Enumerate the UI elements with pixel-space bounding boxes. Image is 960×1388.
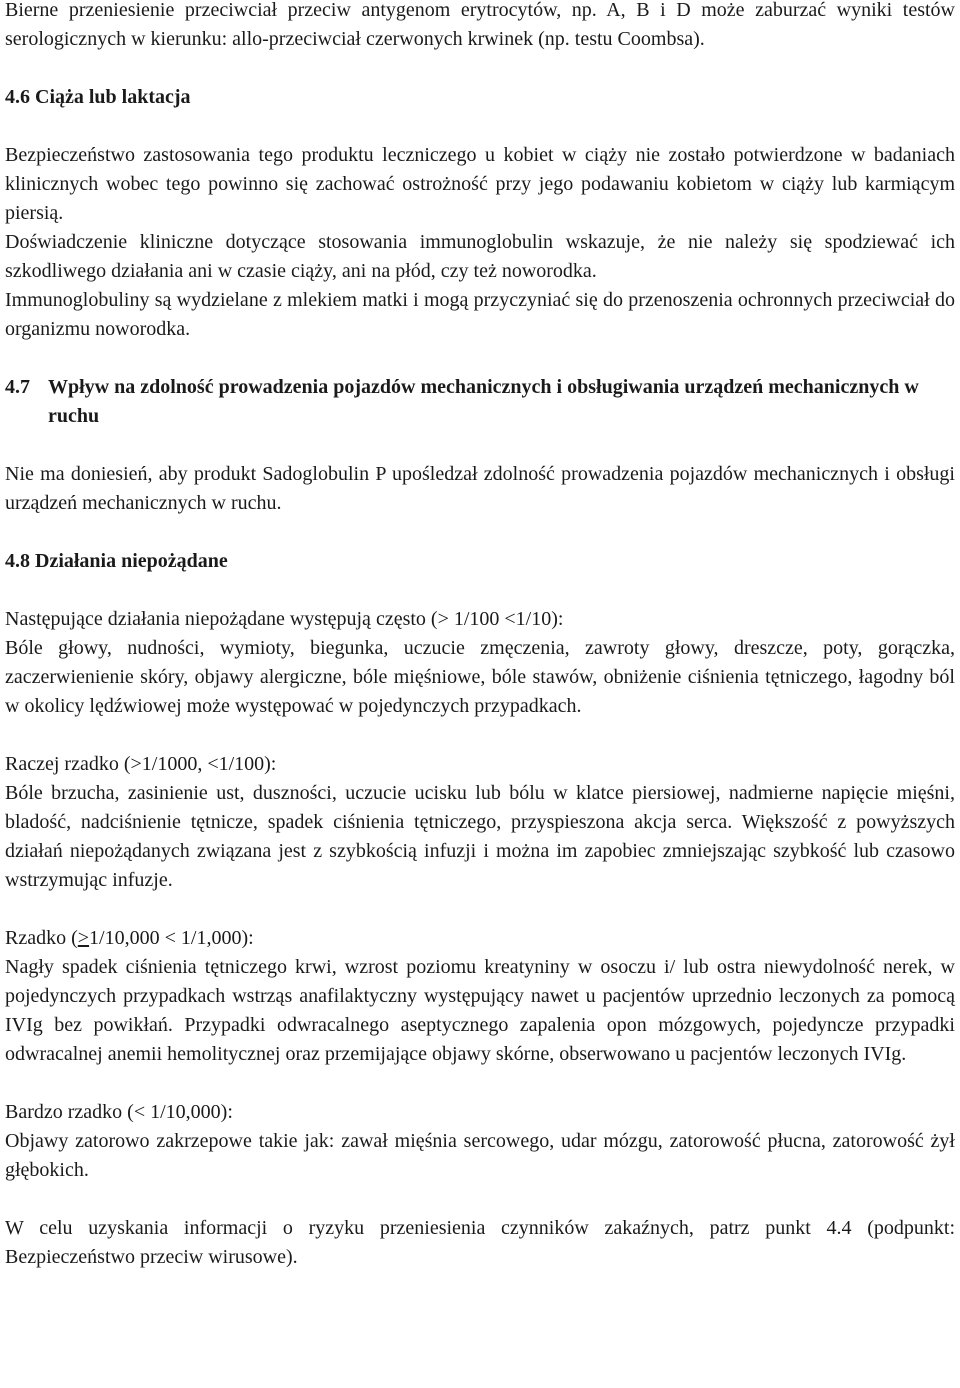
common-effects-label: Następujące działania niepożądane występują często (> 1/100 <1/10): [5,608,564,630]
intro-paragraph: Bierne przeniesienie przeciwciał przeciw antygenom erytrocytów, np. A, B i D może zaburzać wyniki testów serologicznych w kierunku: allo-przeciwciał czerwonych krwinek (np. testu Coombsa). [5,0,955,50]
section-4-7-paragraph: Nie ma doniesień, aby produkt Sadoglobulin P upośledzał zdolność prowadzenia pojazdów mechanicznych i obsługi urządzeń mechanicznych w ruchu. [5,463,955,514]
section-4-6-heading [5,83,955,112]
rare-effects-label: Rzadko (>1/10,000 < 1/1,000): [5,927,254,949]
section-4-7-title: Wpływ na zdolność prowadzenia pojazdów mechanicznych i obsługiwania urządzeń mechanicznych w ruchu [48,376,919,427]
section-4-6-title: Ciąża lub laktacja [35,86,191,108]
section-4-6-paragraph-2: Doświadczenie kliniczne dotyczące stosowania immunoglobulin wskazuje, że nie należy się spodziewać ich szkodliwego działania ani w czasie ciąży, ani na płód, czy też noworodka. [5,231,955,282]
section-4-8-number: 4.8 [5,550,30,572]
section-4-6-number: 4.6 [5,86,30,108]
section-4-6-paragraph-3: Immunoglobuliny są wydzielane z mlekiem matki i mogą przyczyniać się do przenoszenia ochronnych przeciwciał do organizmu noworodka. [5,289,955,340]
section-4-8-heading [5,547,955,576]
document-page [5,0,955,1272]
uncommon-effects-label: Raczej rzadko (>1/1000, <1/100): [5,753,277,775]
very-rare-effects-label: Bardzo rzadko (< 1/10,000): [5,1101,233,1123]
section-4-6-paragraph-1: Bezpieczeństwo zastosowania tego produktu leczniczego u kobiet w ciąży nie zostało potwierdzone w badaniach klinicznych wobec tego powinno się zachować ostrożność przy jego podawaniu kobietom w ciąży lub karmiącym piersią. [5,144,955,224]
section-4-8-title: Działania niepożądane [35,550,228,572]
rare-effects-text: Nagły spadek ciśnienia tętniczego krwi, wzrost poziomu kreatyniny w osoczu i/ lub ostra niewydolność nerek, w pojedynczych przypadkach wstrząs anafilaktyczny występujący nawet u pacjentów uprzednio leczonych za pomocą IVIg bez powikłań. Przypadki odwracalnego aseptycznego zapalenia opon mózgowych, pojedyncze przypadki odwracalnej anemii hemolitycznej oraz przemijające objawy skórne, obserwowano u pacjentów leczonych IVIg. [5,956,955,1065]
common-effects-text: Bóle głowy, nudności, wymioty, biegunka, uczucie zmęczenia, zawroty głowy, dreszcze, poty, gorączka, zaczerwienienie skóry, objawy alergiczne, bóle mięśniowe, bóle stawów, obniżenie ciśnienia tętniczego, łagodny ból w okolicy lędźwiowej może występować w pojedynczych przypadkach. [5,637,955,717]
very-rare-effects-text: Objawy zatorowo zakrzepowe takie jak: zawał mięśnia sercowego, udar mózgu, zatorowość płucna, zatorowość żył głębokich. [5,1130,955,1181]
closing-paragraph: W celu uzyskania informacji o ryzyku przeniesienia czynników zakaźnych, patrz punkt 4.4 (podpunkt: Bezpieczeństwo przeciw wirusowe). [5,1217,955,1268]
section-4-7-heading [5,373,955,431]
uncommon-effects-text: Bóle brzucha, zasinienie ust, duszności, uczucie ucisku lub bólu w klatce piersiowej, nadmierne napięcie mięśni, bladość, nadciśnienie tętnicze, spadek ciśnienia tętniczego, przyspieszona akcja serca. Większość z powyższych działań niepożądanych związana jest z szybkością infuzji i można im zapobiec zmniejszając szybkość lub czasowo wstrzymując infuzje. [5,782,955,891]
section-4-7-number: 4.7 [5,376,30,398]
